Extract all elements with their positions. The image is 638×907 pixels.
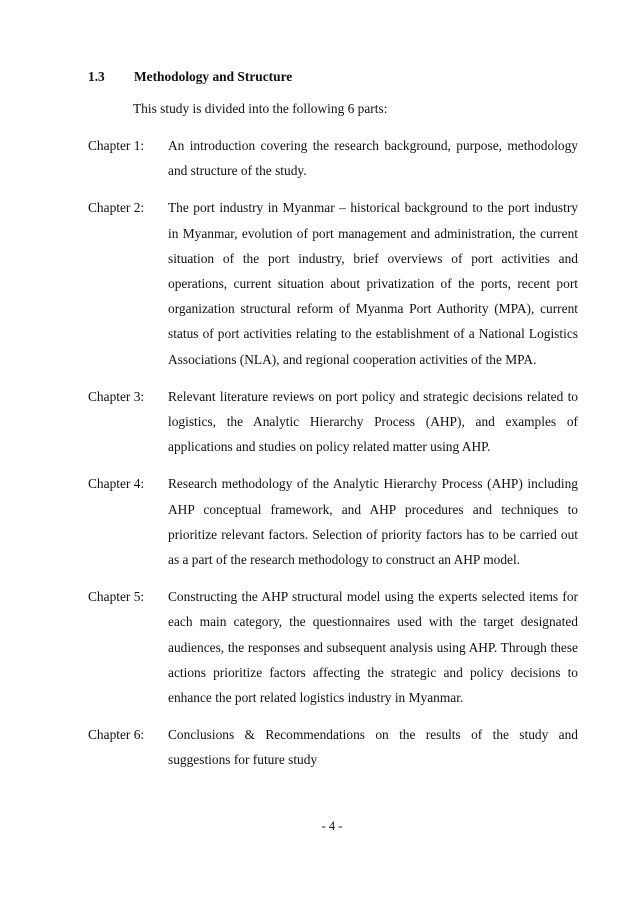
chapter-label: Chapter 2: <box>88 200 145 216</box>
chapter-description: Research methodology of the Analytic Hierarchy Process (AHP) including AHP conceptual framework, and AHP procedures and techniques to prioritize relevant factors. Selection of priority factors has to be carried out as a part of the research methodology to construct an AHP model. <box>168 476 578 568</box>
section-intro: This study is divided into the following 6 parts: <box>133 101 388 116</box>
chapter-label: Chapter 3: <box>88 388 145 404</box>
section-number: 1.3 <box>88 69 105 84</box>
chapter-item-3 <box>88 384 578 460</box>
chapter-description: An introduction covering the research background, purpose, methodology and structure of the study. <box>168 138 578 179</box>
chapter-item-4 <box>88 471 578 572</box>
chapter-description: The port industry in Myanmar – historical background to the port industry in Myanmar, evolution of port management and administration, the current situation of the port industry, brief overviews of port activities and operations, current situation about privatization of the ports, recent port organization structural reform of Myanma Port Authority (MPA), current status of port activities relating to the establishment of a National Logistics Associations (NLA), and regional cooperation activities of the MPA. <box>168 200 578 367</box>
chapter-label: Chapter 1: <box>88 138 145 153</box>
chapter-item-1 <box>88 133 578 183</box>
page-number: - 4 - <box>321 819 343 833</box>
chapter-description: Conclusions & Recommendations on the results of the study and suggestions for future study <box>168 727 578 768</box>
section-heading <box>88 68 292 86</box>
chapter-item-6 <box>88 722 578 772</box>
section-title: Methodology and Structure <box>134 69 293 84</box>
chapter-label: Chapter 6: <box>88 727 145 743</box>
chapter-label: Chapter 5: <box>88 589 145 605</box>
chapter-description: Constructing the AHP structural model using the experts selected items for each main category, the questionnaires used with the target designated audiences, the responses and subsequent analysis using AHP. Through these actions prioritize factors affecting the strategic and policy decisions to enhance the port related logistics industry in Myanmar. <box>168 589 578 706</box>
chapter-item-2 <box>88 195 578 371</box>
chapter-item-5 <box>88 584 578 710</box>
chapter-description: Relevant literature reviews on port policy and strategic decisions related to logistics, the Analytic Hierarchy Process (AHP), and examples of applications and studies on policy related matter using AHP. <box>168 388 578 455</box>
chapter-list <box>88 133 578 785</box>
chapter-label: Chapter 4: <box>88 476 145 492</box>
